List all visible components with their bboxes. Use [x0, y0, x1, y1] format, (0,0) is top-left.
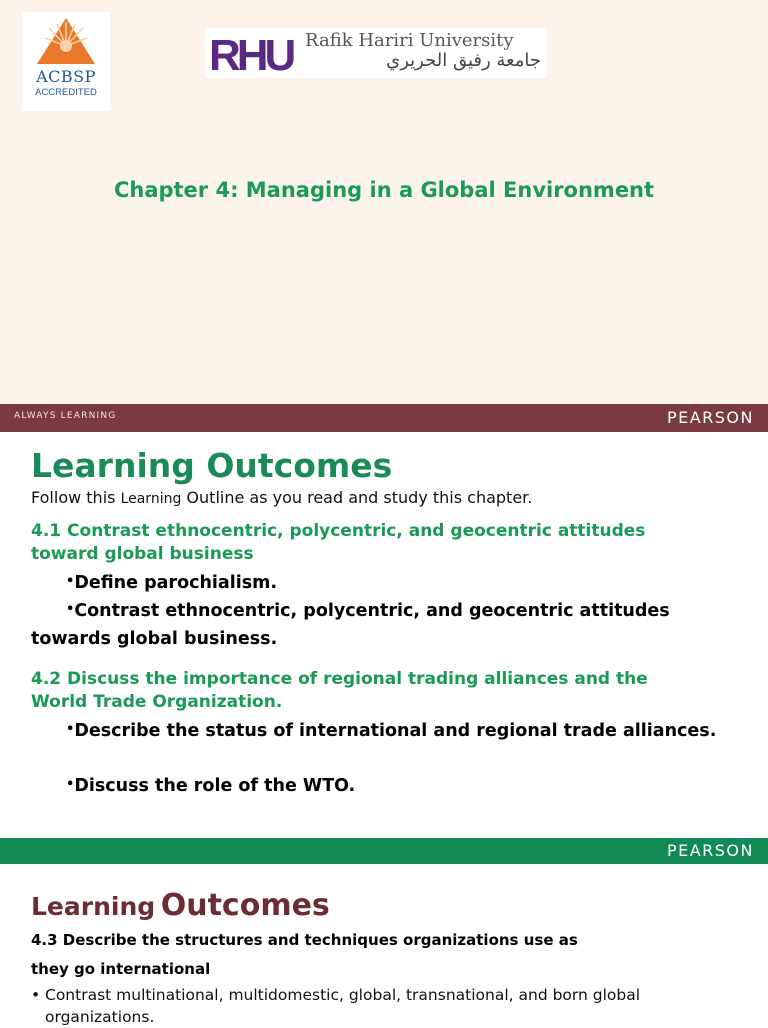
learning-outcomes-slide-2	[0, 864, 768, 1024]
objective-item: •Define parochialism.	[66, 573, 278, 593]
title-word-1: Learning	[31, 892, 156, 921]
rhu-monogram-text: RHU	[209, 32, 293, 74]
university-name-en: Rafik Hariri University	[305, 30, 514, 51]
learning-outcomes-slide	[0, 432, 768, 838]
pearson-brand: PEARSON	[666, 841, 754, 860]
objective-heading: 4.2 Discuss the importance of regional trading alliances and the World Trade Organization.	[31, 669, 648, 712]
intro-pre: Follow this	[31, 488, 121, 507]
objective-item-text: Contrast ethnocentric, polycentric, and geocentric attitudes towards global business.	[31, 601, 670, 649]
slide-title: Learning Outcomes	[31, 446, 393, 485]
pearson-brand: PEARSON	[666, 408, 754, 427]
footer-tagline: ALWAYS LEARNING	[14, 411, 117, 421]
university-logo	[205, 28, 547, 78]
slide-title	[31, 888, 330, 923]
acbsp-name: ACBSP	[36, 67, 96, 86]
pearson-footer-bar	[0, 838, 768, 864]
bullet-dot-icon: •	[31, 986, 41, 1004]
acbsp-logo	[22, 12, 110, 111]
title-word-2: Outcomes	[160, 888, 330, 923]
university-name-ar: جامعة رفيق الحريري	[386, 50, 541, 71]
objective-item: •Contrast ethnocentric, polycentric, and geocentric attitudes towards global business.	[31, 601, 670, 649]
objective-item-text: Define parochialism.	[74, 573, 278, 593]
objective-item: •Discuss the role of the WTO.	[66, 776, 356, 796]
bullet-item	[31, 984, 725, 1028]
objective-item-text: Discuss the role of the WTO.	[74, 776, 356, 796]
objective-heading: 4.1 Contrast ethnocentric, polycentric, and geocentric attitudes toward global business	[31, 521, 646, 564]
bullet-text: Contrast multinational, multidomestic, global, transnational, and born global organizations.	[45, 986, 641, 1026]
intro-small: Learning	[120, 491, 182, 507]
title-slide	[0, 0, 768, 404]
intro-post: Outline as you read and study this chapter.	[181, 488, 533, 507]
acbsp-accredited: ACCREDITED	[35, 87, 97, 98]
objective-heading: 4.3 Describe the structures and techniques organizations use as they go international	[31, 931, 578, 978]
chapter-title: Chapter 4: Managing in a Global Environment	[113, 178, 655, 202]
objective-item: •Describe the status of international and regional trade alliances.	[66, 721, 717, 741]
rhu-monogram-icon	[209, 32, 301, 74]
acbsp-triangle-icon	[35, 16, 97, 66]
objective-item-text: Describe the status of international and regional trade alliances.	[74, 721, 717, 741]
pearson-footer-bar	[0, 404, 768, 432]
intro-text	[31, 488, 532, 507]
